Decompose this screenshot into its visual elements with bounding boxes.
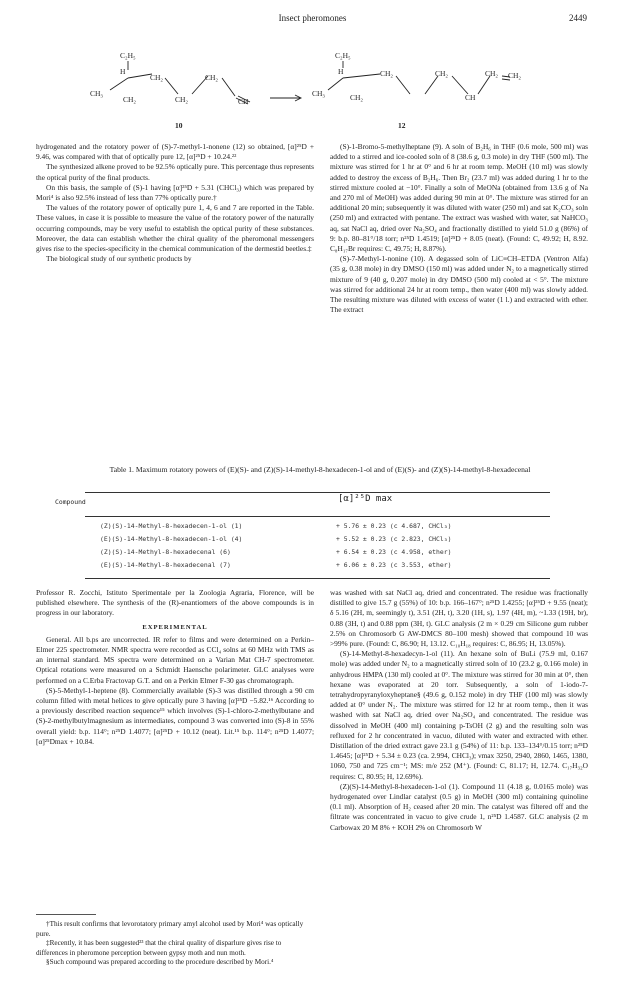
footnote-rule xyxy=(36,914,96,915)
table-cell-rotation: + 5.52 ± 0.23 (c 2.823, CHCl₃) xyxy=(336,535,452,543)
table-header-compound: Compound xyxy=(55,498,86,506)
table-header-rule xyxy=(85,516,550,517)
body-paragraph: (S)-1-Bromo-5-methylheptane (9). A soln of B₂H₆ in THF (0.6 mole, 500 ml) was added to a stirred and ice-cooled soln of 8 (38.6 g, 0.3 mole) in dry THF (500 ml). The mixture was stirred for 1 hr at 0° and 6 hr at room temp. MeOH (10 ml) was slowly added to destroy the excess of B₂H₆. Then Br₂ (23.7 ml) was added during 1 hr to the stirred mixture cooled at −10°. Finally a soln of MeONa (obtained from 13.6 g of Na and 270 ml of MeOH) was added during 90 min at 0°. The mixture was stirred for an additional 20 min; subsequently it was diluted with water (250 ml) and sat K₂CO₃ soln (250 ml) and extracted with pentane. The extract was washed with water, sat NaHCO₃ aq, sat NaCl aq, dried over Na₂SO₄ and fractionally distilled to yield 51.0 g (86%) of 9: b.p. 80–81°/18 torr; n²⁵D 1.4519; [α]²⁵D + 8.05 (neat). (Found: C, 49.92; H, 8.92. C₈H₁₇Br requires: C, 49.75; H, 8.87%). xyxy=(330,142,588,254)
footnote: §Such compound was prepared according to the procedure described by Mori.⁴ xyxy=(46,958,274,967)
scheme-left-atom: CH₂ xyxy=(175,95,189,104)
table-cell-compound: (E)(S)-14-Methyl-8-hexadecenal (7) xyxy=(100,561,231,569)
scheme-left-atom: H xyxy=(120,67,126,76)
body-paragraph: (S)-7-Methyl-1-nonine (10). A degassed soln of LiC≡CH–ETDA (Ventron Alfa) (35 g, 0.38 mole) in dry DMSO (150 ml) was added under N₂ to a magnetically stirred mixture of 9 (40 g, 0.207 mole) in dry DMSO (500 ml) cooled at < 5°. The mixture was stirred for additional 24 hr at room temp., then water (400 ml) was slowly added. The resulting mixture was diluted with excess of water (1 l.) and extracted with ether. The extract xyxy=(330,254,588,315)
scheme-right-atom: CH₃ xyxy=(312,89,326,98)
body-paragraph: (S)-14-Methyl-8-hexadecyn-1-ol (11). An hexane soln of BuLi (75.9 ml, 0.167 mole) was added under N₂ to a magnetically stirred soln of 10 (23.2 g, 0.166 mole) in anhydrous HMPA (130 ml) cooled at 0°. The mixture was stirred for 30 min at 0°, then hexane was evaporated at 20 torr. Subsequently, a soln of 1-iodo-7-tetrahydropyranyloxyheptane§ (49.6 g, 0.152 mole) in dry THF (100 ml) was slowly added at 0° under N₂. The mixture was stirred for 12 hr at room temp., then it was washed with sat NaCl aq, dried over Na₂SO₄ and concentrated. The residue was dissolved in MeOH (400 ml) containing p-TsOH (2 g) and the resulting soln was refluxed for 2 hr concentrated in vacuo, diluted with water and extracted with ether. Distillation of the dried extract gave 23.1 g (54%) of 11: b.p. 133–134°/0.15 torr; n²⁵D 1.4645; [α]²⁵D + 5.34 ± 0.23 (ca. 2.994, CHCl₃); νmax 3250, 2940, 2860, 1465, 1380, 1060, 750 and 725 cm⁻¹; MS: m/e 252 (M⁺). (Found: C, 81.17; H, 12.74. C₁₇H₃₂O requires: C, 80.95; H, 12.69%). xyxy=(330,649,588,781)
table-row xyxy=(100,548,560,558)
table-cell-rotation: + 5.76 ± 0.23 (c 4.687, CHCl₃) xyxy=(336,522,452,530)
table-bottom-rule xyxy=(85,578,550,579)
body-paragraph: The values of the rotatory power of optically pure 1, 4, 6 and 7 are reported in the Table. These values, in case it is possible to measure the value of the rotatory power of the naturally occurring compounds, may be very useful to establish the optical purity of these substances. Moreover, the data can establish whether the chiral quality of the pheromonal messengers gives rise to the species-specificity in the chemical communication of the dermestid beetles.‡ xyxy=(36,203,314,254)
table-row xyxy=(100,522,560,532)
body-paragraph: (Z)(S)-14-Methyl-8-hexadecen-1-ol (1). Compound 11 (4.18 g, 0.0165 mole) was hydrogenated over Lindlar catalyst (0.5 g) in MeOH (300 ml) containing quinoline (0.1 ml). Absorption of H₂ ceased after 20 min. The catalyst was filtered off and the filtrate was concentrated in vacuo to give crude 1, n²⁵D 1.4587. GLC analysis (2 m Carbowax 20 M 8% + KOH 2% on Chromosorb W xyxy=(330,781,588,832)
column-right-top xyxy=(330,142,588,315)
table-top-rule xyxy=(85,492,550,493)
scheme-right-atom: C₂H₅ xyxy=(335,51,351,60)
table-cell-compound: (Z)(S)-14-Methyl-8-hexadecenal (6) xyxy=(100,548,231,556)
compound-label-10: 10 xyxy=(175,121,183,130)
scheme-right-atom: CH xyxy=(465,93,476,102)
footnote: ‡Recently, it has been suggested²³ that the chiral quality of disparlure gives rise to differences in pheromone perception between gypsy moth and nun moth. xyxy=(36,939,282,957)
column-right-bottom xyxy=(330,588,588,833)
scheme-left-atom: CH₂ xyxy=(123,95,137,104)
footnotes xyxy=(36,920,314,968)
table-caption: Table 1. Maximum rotatory powers of (E)(S)- and (Z)(S)-14-methyl-8-hexadecen-1-ol and of (E)(S)- and (Z)(S)-14-methyl-8-hexadecenal xyxy=(109,465,531,474)
scheme-right-atom: CH₂ xyxy=(435,69,449,78)
column-left-top xyxy=(36,142,314,264)
scheme-left-atom: CH xyxy=(238,97,249,106)
footnote: †This result confirms that levorotatory primary amyl alcohol used by Mori⁴ was optically pure. xyxy=(36,920,304,938)
scheme-left-atom: CH₂ xyxy=(150,73,164,82)
body-paragraph: was washed with sat NaCl aq, dried and concentrated. The residue was fractionally distilled to give 15.7 g (55%) of 10: b.p. 166–167°; n²⁵D 1.4255; [α]²⁵D + 9.55 (neat); δ 5.16 (2H, m, seemingly t), 3.51 (2H, t), 3.20 (1H, s), 1.97 (4H, m), ~1.33 (19H, br), 0.88 (3H, t) and 0.88 ppm (3H, t). GLC analysis (2 m × 0.29 cm Silicone gum rubber 2.5% on Chromosorb G AW-DMCS 80–100 mesh) showed that compound 10 was >99% pure. (Found: C, 86.90; H, 13.12. C₁₀H₁₈ requires: C, 86.95; H, 13.05%). xyxy=(330,588,588,649)
table-cell-compound: (Z)(S)-14-Methyl-8-hexadecen-1-ol (1) xyxy=(100,522,243,530)
body-paragraph: The biological study of our synthetic products by xyxy=(46,254,192,264)
scheme-right-atom: CH₂ xyxy=(485,69,499,78)
scheme-right-atom: CH₂ xyxy=(508,71,522,80)
compound-label-12: 12 xyxy=(398,121,406,130)
rotatory-power-table xyxy=(100,522,560,574)
scheme-right-atom: CH₂ xyxy=(350,93,364,102)
body-paragraph: Professor R. Zocchi, Istituto Sperimentale per la Zoologia Agraria, Florence, will be published elsewhere. The synthesis of the (R)-enantiomers of the above compounds is in progress in our laboratory. xyxy=(36,588,314,618)
body-paragraph: hydrogenated and the rotatory power of (S)-7-methyl-1-nonene (12) so obtained, [α]²⁵D + 9.46, was compared with that of optically pure 12, [α]²⁵D + 10.24.²² xyxy=(36,142,314,162)
table-header-rotation: [α]²⁵D max xyxy=(338,494,393,504)
table-row xyxy=(100,535,560,545)
scheme-left-atom: C₂H₅ xyxy=(120,51,136,60)
scheme-left-atom: CH₂ xyxy=(205,73,219,82)
table-cell-rotation: + 6.54 ± 0.23 (c 4.958, ether) xyxy=(336,548,452,556)
table-row xyxy=(100,561,560,571)
section-heading: EXPERIMENTAL xyxy=(142,623,208,631)
body-paragraph: (S)-5-Methyl-1-heptene (8). Commercially available (S)-3 was distilled through a 90 cm column filled with metal helices to give optically pure 3 having [α]²⁵D −5.82.¹⁶ According to a previously described reaction sequence¹⁵ which involves (S)-1-chloro-2-methylbutane and (S)-2-methylbutylmagnesium as intermediates, compound 3 was converted into (S)-8 in 55% overall yield: b.p. 114°; n²⁵D 1.4077; [α]²⁵D + 10.12 (neat). Lit.¹⁵ b.p. 114°; n²⁵D 1.4077; [α]²⁵Dmax + 10.84. xyxy=(36,685,314,746)
body-paragraph: General. All b.ps are uncorrected. IR refer to films and were determined on a Perkin–Elmer 225 spectrometer. NMR spectra were recorded as CCl₄ solns at 60 MHz with TMS as an internal standard. MS spectra were determined on a Varian Mat CH-7 spectrometer. Optical rotations were measured on a Schmidt Haensche polarimeter. GLC analyses were performed on a C.Erba Fractovap G.T. and on a Perkin Elmer F-30 gas chromatograph. xyxy=(36,634,314,685)
body-paragraph: On this basis, the sample of (S)-1 having [α]²⁵D + 5.31 (CHCl₃) which was prepared by Mori⁴ is also 92.5% instead of less than 77% optically pure.† xyxy=(36,182,314,203)
reaction-scheme xyxy=(80,44,560,134)
page-number: 2449 xyxy=(569,13,587,23)
body-paragraph: The synthesized alkene proved to be 92.5% optically pure. This percentage thus represents the optical purity of the final products. xyxy=(36,162,314,182)
scheme-right-atom: CH₂ xyxy=(380,69,394,78)
column-left-bottom xyxy=(36,588,314,747)
journal-section-title: Insect pheromones xyxy=(278,13,347,23)
table-cell-compound: (E)(S)-14-Methyl-8-hexadecen-1-ol (4) xyxy=(100,535,243,543)
scheme-left-atom: CH₃ xyxy=(90,89,104,98)
table-cell-rotation: + 6.06 ± 0.23 (c 3.553, ether) xyxy=(336,561,452,569)
scheme-right-atom: H xyxy=(338,67,344,76)
